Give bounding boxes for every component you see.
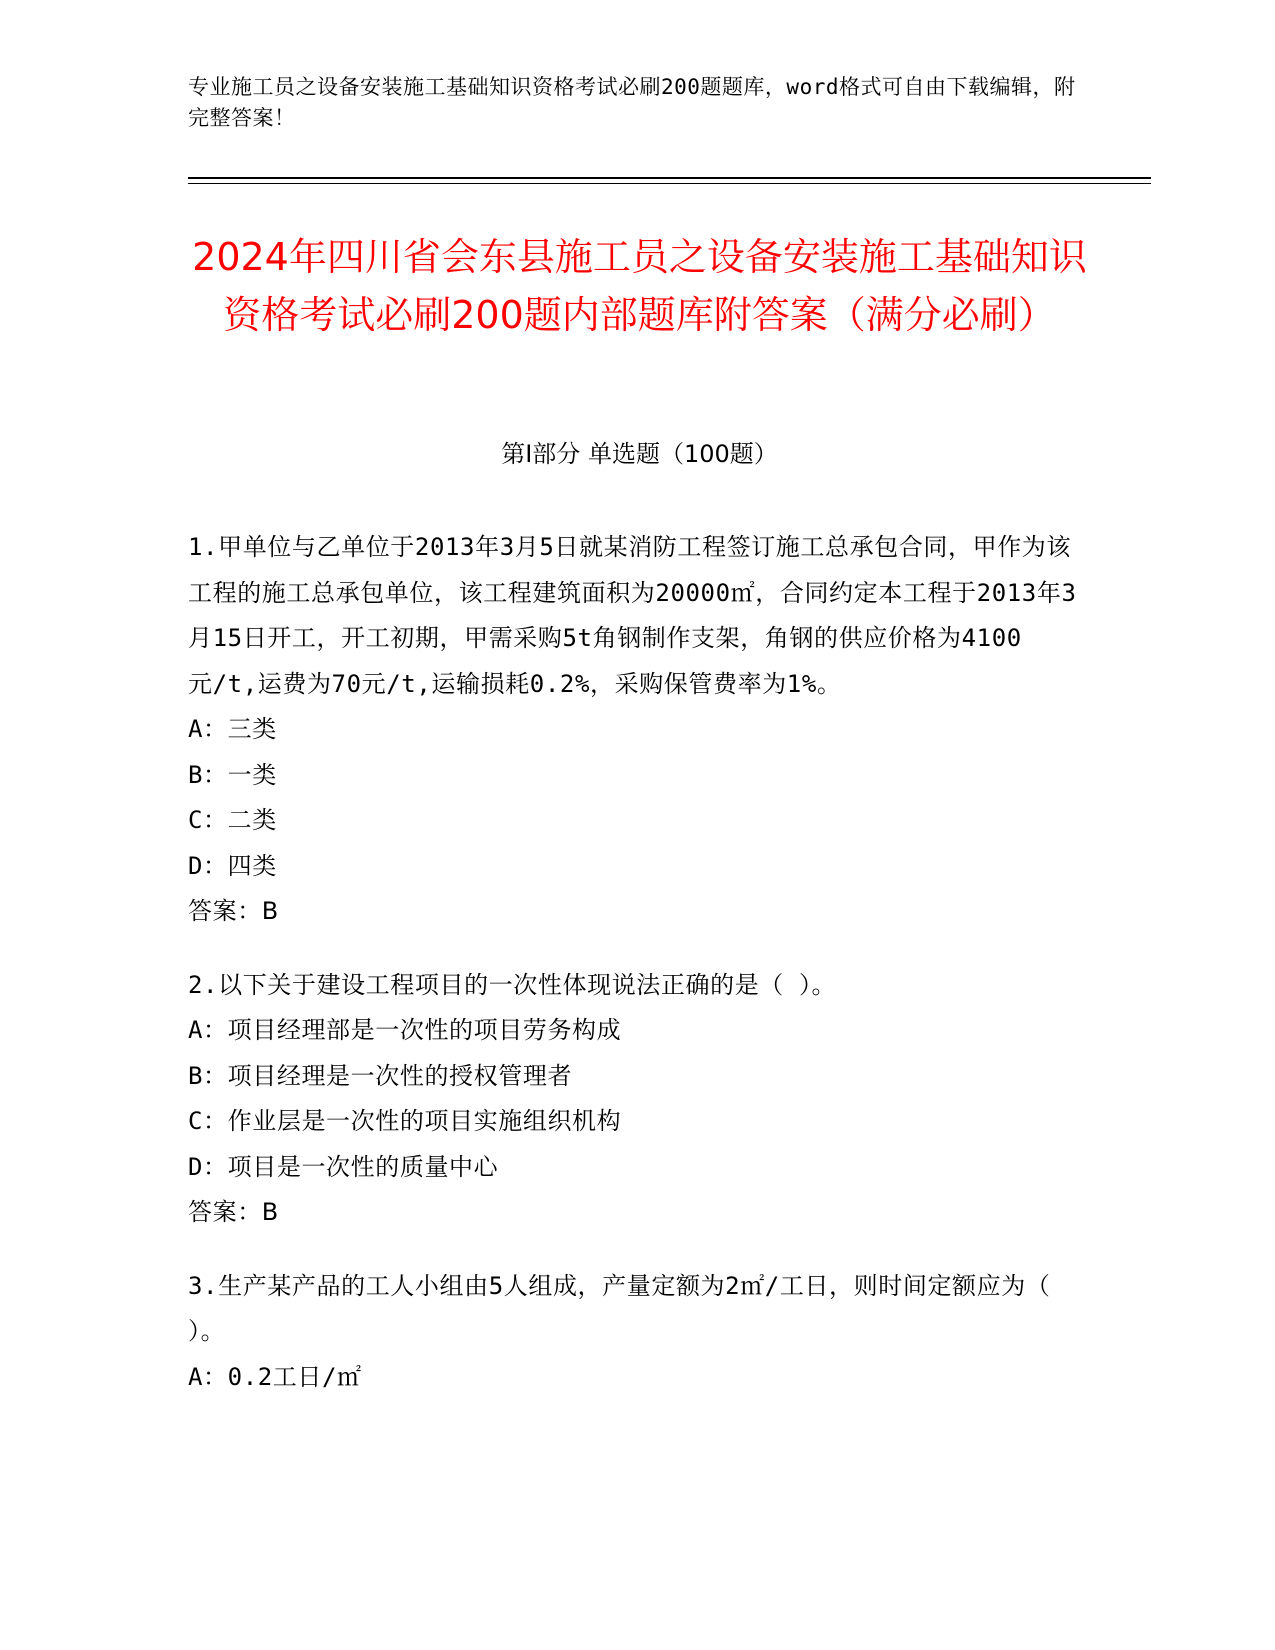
section-title: 第Ⅰ部分 单选题（100题） — [501, 440, 778, 468]
question-list — [188, 525, 1088, 1428]
question-stem: 1.甲单位与乙单位于2013年3月5日就某消防工程签订施工总承包合同，甲作为该工程的施工总承包单位，该工程建筑面积为20000㎡，合同约定本工程于2013年3月15日开工，开工初期，甲需采购5t角钢制作支架，角钢的供应价格为4100元/t,运费为70元/t,运输损耗0.2%，采购保管费率为1%。 — [188, 533, 1077, 698]
question-stem: 2.以下关于建设工程项目的一次性体现说法正确的是（ ）。 — [188, 970, 837, 999]
option-b: B：项目经理是一次性的授权管理者 — [188, 1061, 573, 1090]
option-a: A：项目经理部是一次性的项目劳务构成 — [188, 1016, 622, 1044]
option-a: A：三类 — [188, 715, 277, 743]
header-note: 专业施工员之设备安装施工基础知识资格考试必刷200题题库，word格式可自由下载编辑，附完整答案！ — [188, 75, 1076, 130]
option-a: A：0.2工日/㎡ — [188, 1362, 362, 1391]
answer: 答案：B — [188, 1198, 279, 1226]
header-divider-thin — [188, 183, 1151, 184]
question-2 — [188, 963, 1088, 1236]
option-c: C：作业层是一次性的项目实施组织机构 — [188, 1107, 622, 1135]
question-1 — [188, 525, 1088, 935]
option-d: D：项目是一次性的质量中心 — [188, 1152, 499, 1181]
question-stem: 3.生产某产品的工人小组由5人组成，产量定额为2㎡/工日，则时间定额应为（ ）。 — [188, 1271, 1051, 1345]
option-c: C：二类 — [188, 806, 277, 834]
header-divider — [188, 177, 1151, 179]
option-d: D：四类 — [188, 851, 277, 880]
option-b: B：一类 — [188, 760, 277, 789]
document-title: 2024年四川省会东县施工员之设备安装施工基础知识资格考试必刷200题内部题库附答案（满分必刷） — [192, 235, 1087, 337]
question-3 — [188, 1264, 1088, 1401]
answer: 答案：B — [188, 897, 279, 925]
